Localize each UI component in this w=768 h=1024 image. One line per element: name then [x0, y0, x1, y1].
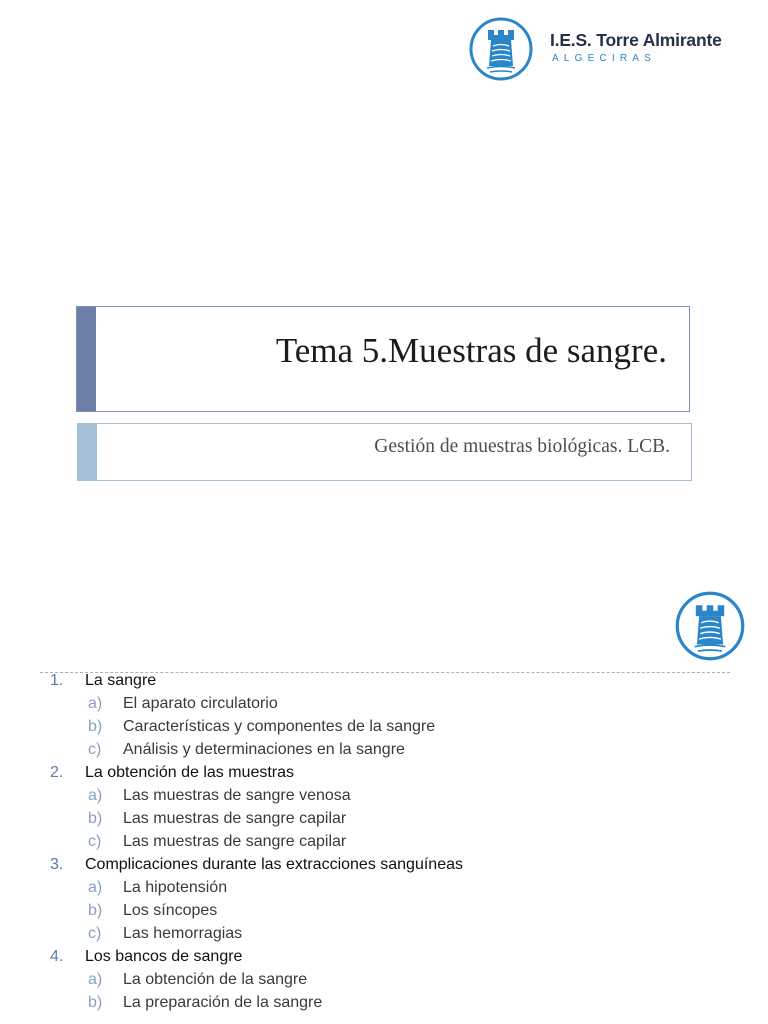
outline-letter: b)	[88, 994, 103, 1011]
outline-letter: a)	[88, 971, 103, 988]
outline-sublabel: Las muestras de sangre venosa	[123, 787, 351, 804]
outline-letter: c)	[88, 741, 102, 758]
outline-label: Los bancos de sangre	[85, 948, 243, 965]
page-title: Tema 5.Muestras de sangre.	[275, 331, 667, 370]
outline-sublabel: Las muestras de sangre capilar	[123, 810, 347, 827]
outline-sublabel: Análisis y determinaciones en la sangre	[123, 741, 405, 758]
outline-sublabel: Los síncopes	[123, 902, 218, 919]
outline-sublabel: La hipotensión	[123, 879, 228, 896]
outline-sublabel: La obtención de la sangre	[123, 971, 308, 988]
tower-logo-icon	[468, 16, 534, 82]
outline-number: 3.	[50, 856, 64, 873]
title-accent-bar	[77, 307, 96, 411]
school-city: ALGECIRAS	[552, 53, 657, 64]
outline-label: Complicaciones durante las extracciones sanguíneas	[85, 856, 463, 873]
outline-sublabel: Características y componentes de la sangre	[123, 718, 436, 735]
outline-slide	[0, 576, 768, 1024]
subtitle-accent-bar	[78, 424, 97, 480]
outline-label: La sangre	[85, 672, 157, 689]
outline-letter: a)	[88, 695, 103, 712]
outline-label: La obtención de las muestras	[85, 764, 295, 781]
tower-logo-icon	[674, 590, 746, 662]
outline-number: 1.	[50, 672, 64, 689]
outline-sublabel: El aparato circulatorio	[123, 695, 278, 712]
outline-letter: a)	[88, 787, 103, 804]
outline-letter: b)	[88, 718, 103, 735]
outline-number: 2.	[50, 764, 64, 781]
page-subtitle: Gestión de muestras biológicas. LCB.	[374, 436, 670, 457]
outline-sublabel: Las hemorragias	[123, 925, 243, 942]
school-logo	[468, 16, 738, 82]
outline-letter: b)	[88, 902, 103, 919]
outline-sublabel: Las muestras de sangre capilar	[123, 833, 347, 850]
outline-letter: b)	[88, 810, 103, 827]
outline-letter: c)	[88, 833, 102, 850]
title-box	[76, 306, 690, 412]
school-name: I.E.S. Torre Almirante	[550, 30, 722, 50]
outline-number: 4.	[50, 948, 64, 965]
subtitle-box	[77, 423, 692, 481]
outline-letter: c)	[88, 925, 102, 942]
outline-letter: a)	[88, 879, 103, 896]
outline-sublabel: La preparación de la sangre	[123, 994, 323, 1011]
